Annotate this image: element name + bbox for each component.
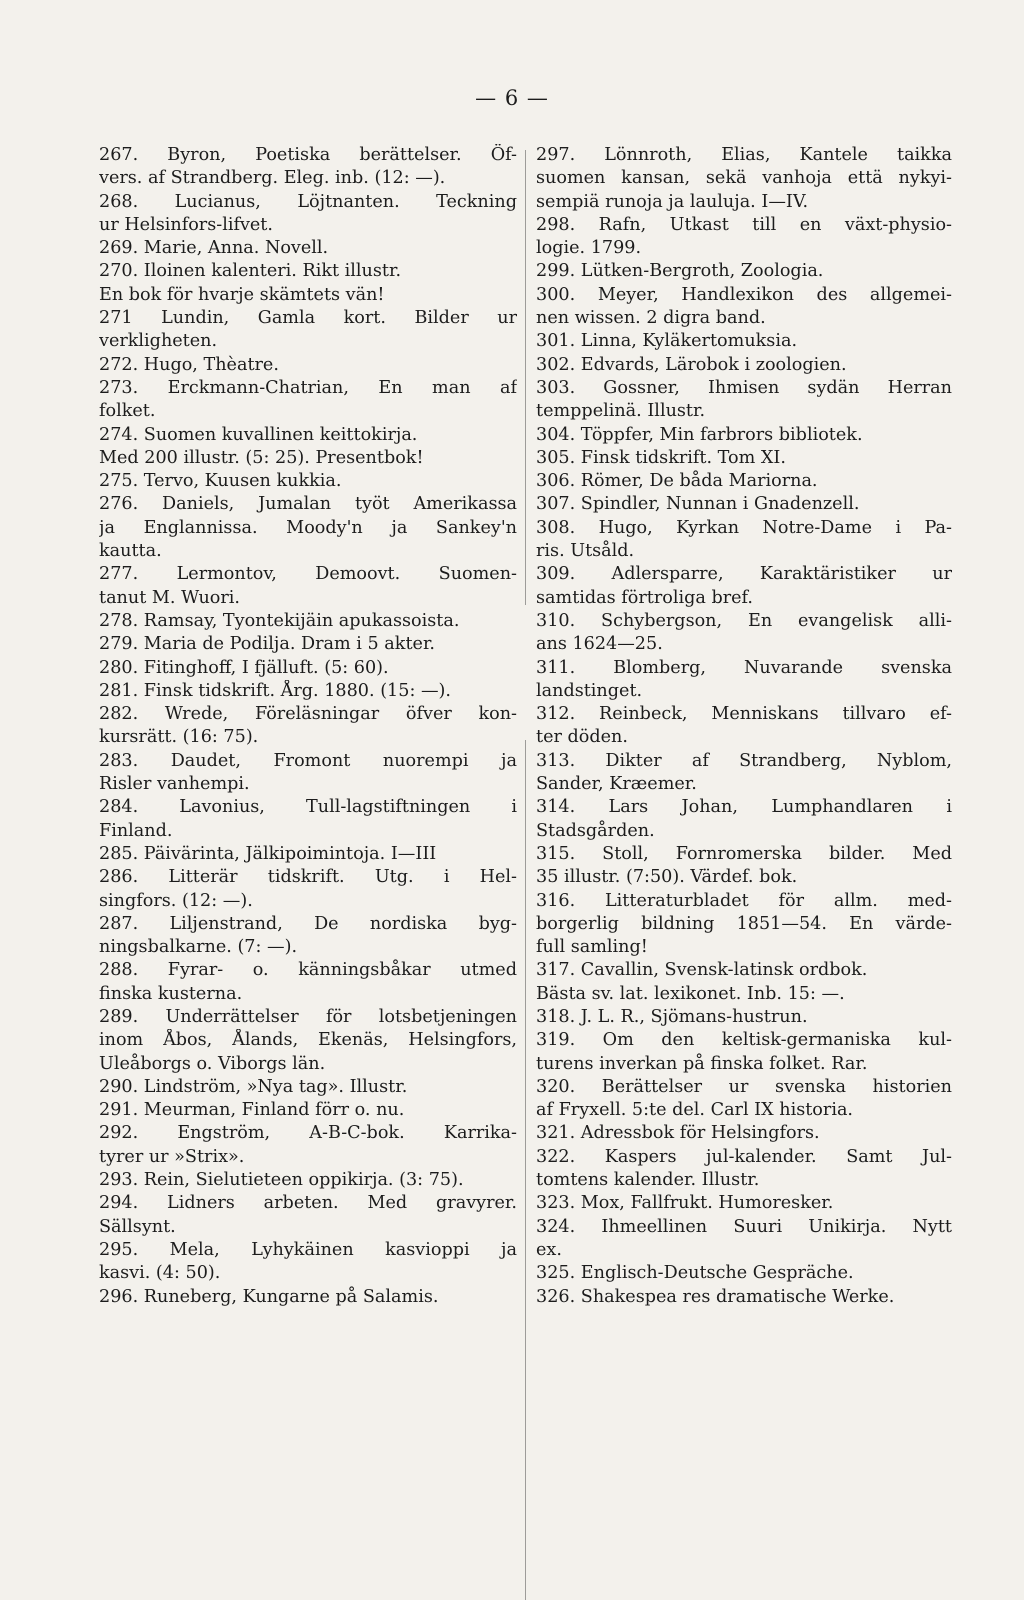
- catalog-line: 35 illustr. (7:50). Värdef. bok.: [536, 867, 798, 888]
- catalog-line: 280. Fitinghoff, I fjälluft. (5: 60).: [99, 657, 389, 678]
- catalog-line: 303. Gossner, Ihmisen sydän Herran: [536, 377, 952, 398]
- catalog-line: 279. Maria de Podilja. Dram i 5 akter.: [99, 634, 436, 655]
- catalog-line: 316. Litteraturbladet för allm. med-: [536, 890, 952, 911]
- catalog-line: 322. Kaspers jul-kalender. Samt Jul-: [536, 1146, 952, 1167]
- catalog-line: 276. Daniels, Jumalan työt Amerikassa: [99, 494, 517, 515]
- catalog-line: sempiä runoja ja lauluja. I—IV.: [536, 191, 809, 212]
- catalog-line: finska kusterna.: [99, 983, 243, 1004]
- catalog-line: 302. Edvards, Lärobok i zoologien.: [536, 354, 847, 375]
- catalog-line: folket.: [99, 401, 156, 422]
- catalog-line: suomen kansan, sekä vanhoja että nykyi-: [536, 168, 952, 189]
- catalog-line: ans 1624—25.: [536, 634, 663, 655]
- column-divider-lower: [525, 740, 526, 1600]
- catalog-line: 273. Erckmann-Chatrian, En man af: [99, 377, 517, 398]
- catalog-line: kursrätt. (16: 75).: [99, 727, 259, 748]
- catalog-line: ja Englannissa. Moody'n ja Sankey'n: [99, 517, 517, 538]
- catalog-line: turens inverkan på finska folket. Rar.: [536, 1053, 868, 1074]
- catalog-line: 275. Tervo, Kuusen kukkia.: [99, 471, 342, 492]
- catalog-line: ris. Utsåld.: [536, 541, 635, 562]
- catalog-line: 304. Töppfer, Min farbrors bibliotek.: [536, 424, 863, 445]
- catalog-line: Sander, Kræemer.: [536, 774, 697, 795]
- catalog-line: 278. Ramsay, Tyontekijäin apukassoista.: [99, 610, 460, 631]
- catalog-line: 293. Rein, Sielutieteen oppikirja. (3: 75).: [99, 1170, 464, 1191]
- catalog-line: tyrer ur »Strix».: [99, 1146, 245, 1167]
- catalog-line: 285. Päivärinta, Jälkipoimintoja. I—III: [99, 843, 437, 864]
- catalog-line: singfors. (12: —).: [99, 890, 253, 911]
- catalog-line: ningsbalkarne. (7: —).: [99, 937, 298, 958]
- right-column: [536, 144, 952, 1309]
- catalog-line: ter döden.: [536, 727, 628, 748]
- catalog-line: Uleåborgs o. Viborgs län.: [99, 1053, 326, 1074]
- catalog-line: verkligheten.: [99, 331, 218, 352]
- catalog-line: nen wissen. 2 digra band.: [536, 308, 766, 329]
- catalog-line: samtidas förtroliga bref.: [536, 587, 754, 608]
- catalog-line: 300. Meyer, Handlexikon des allgemei-: [536, 284, 952, 305]
- catalog-line: 315. Stoll, Fornromerska bilder. Med: [536, 843, 952, 864]
- column-divider: [525, 150, 526, 605]
- catalog-line: vers. af Strandberg. Eleg. inb. (12: —).: [99, 168, 446, 189]
- catalog-line: ur Helsinfors-lifvet.: [99, 214, 273, 235]
- catalog-line: Med 200 illustr. (5: 25). Presentbok!: [99, 447, 424, 468]
- catalog-line: 268. Lucianus, Löjtnanten. Teckning: [99, 191, 517, 212]
- catalog-line: 298. Rafn, Utkast till en växt-physio-: [536, 214, 952, 235]
- catalog-line: 324. Ihmeellinen Suuri Unikirja. Nytt: [536, 1216, 952, 1237]
- catalog-line: Sällsynt.: [99, 1216, 176, 1237]
- catalog-line: kautta.: [99, 541, 162, 562]
- catalog-line: 314. Lars Johan, Lumphandlaren i: [536, 797, 952, 818]
- catalog-line: 282. Wrede, Föreläsningar öfver kon-: [99, 704, 517, 725]
- page-number: — 6 —: [475, 86, 549, 110]
- catalog-line: 305. Finsk tidskrift. Tom XI.: [536, 447, 786, 468]
- catalog-line: 289. Underrättelser för lotsbetjeningen: [99, 1006, 517, 1027]
- catalog-line: 286. Litterär tidskrift. Utg. i Hel-: [99, 867, 517, 888]
- catalog-line: 325. Englisch-Deutsche Gespräche.: [536, 1263, 854, 1284]
- catalog-line: 313. Dikter af Strandberg, Nyblom,: [536, 750, 952, 771]
- catalog-line: Risler vanhempi.: [99, 774, 250, 795]
- catalog-line: 272. Hugo, Thèatre.: [99, 354, 279, 375]
- catalog-line: 310. Schybergson, En evangelisk alli-: [536, 610, 952, 631]
- catalog-line: 317. Cavallin, Svensk-latinsk ordbok.: [536, 960, 868, 981]
- catalog-line: tanut M. Wuori.: [99, 587, 241, 608]
- catalog-line: 309. Adlersparre, Karaktäristiker ur: [536, 564, 952, 585]
- catalog-line: Bästa sv. lat. lexikonet. Inb. 15: —.: [536, 983, 845, 1004]
- catalog-line: borgerlig bildning 1851—54. En värde-: [536, 913, 952, 934]
- catalog-line: 296. Runeberg, Kungarne på Salamis.: [99, 1286, 439, 1307]
- catalog-line: 283. Daudet, Fromont nuorempi ja: [99, 750, 517, 771]
- catalog-line: 319. Om den keltisk-germaniska kul-: [536, 1030, 952, 1051]
- catalog-line: Stadsgården.: [536, 820, 655, 841]
- catalog-line: 277. Lermontov, Demoovt. Suomen-: [99, 564, 517, 585]
- catalog-line: tomtens kalender. Illustr.: [536, 1170, 760, 1191]
- catalog-line: Finland.: [99, 820, 173, 841]
- catalog-line: 295. Mela, Lyhykäinen kasvioppi ja: [99, 1239, 517, 1260]
- catalog-line: 321. Adressbok för Helsingfors.: [536, 1123, 820, 1144]
- catalog-line: 306. Römer, De båda Mariorna.: [536, 471, 818, 492]
- catalog-line: 290. Lindström, »Nya tag». Illustr.: [99, 1076, 408, 1097]
- catalog-line: 269. Marie, Anna. Novell.: [99, 238, 329, 259]
- catalog-line: kasvi. (4: 50).: [99, 1263, 221, 1284]
- catalog-line: 281. Finsk tidskrift. Årg. 1880. (15: —).: [99, 680, 452, 701]
- catalog-line: ex.: [536, 1239, 562, 1260]
- catalog-line: 307. Spindler, Nunnan i Gnadenzell.: [536, 494, 860, 515]
- left-column: [99, 144, 517, 1309]
- catalog-line: 326. Shakespea res dramatische Werke.: [536, 1286, 895, 1307]
- catalog-line: 284. Lavonius, Tull-lagstiftningen i: [99, 797, 517, 818]
- catalog-line: logie. 1799.: [536, 238, 642, 259]
- catalog-line: 299. Lütken-Bergroth, Zoologia.: [536, 261, 824, 282]
- catalog-line: 323. Mox, Fallfrukt. Humoresker.: [536, 1193, 834, 1214]
- catalog-line: 292. Engström, A-B-C-bok. Karrika-: [99, 1123, 517, 1144]
- catalog-line: inom Åbos, Ålands, Ekenäs, Helsingfors,: [99, 1030, 517, 1051]
- catalog-line: 267. Byron, Poetiska berättelser. Öf-: [99, 145, 517, 165]
- catalog-line: full samling!: [536, 937, 648, 958]
- catalog-line: 312. Reinbeck, Menniskans tillvaro ef-: [536, 704, 952, 725]
- catalog-line: 288. Fyrar- o. känningsbåkar utmed: [99, 960, 517, 981]
- catalog-line: En bok för hvarje skämtets vän!: [99, 284, 385, 305]
- catalog-line: temppelinä. Illustr.: [536, 401, 706, 422]
- catalog-line: 311. Blomberg, Nuvarande svenska: [536, 657, 952, 678]
- catalog-line: 291. Meurman, Finland förr o. nu.: [99, 1100, 405, 1121]
- catalog-line: 294. Lidners arbeten. Med gravyrer.: [99, 1193, 517, 1214]
- catalog-line: 308. Hugo, Kyrkan Notre-Dame i Pa-: [536, 517, 952, 538]
- catalog-line: landstinget.: [536, 680, 643, 701]
- catalog-line: 297. Lönnroth, Elias, Kantele taikka: [536, 145, 952, 165]
- catalog-line: 320. Berättelser ur svenska historien: [536, 1076, 952, 1097]
- catalog-line: 301. Linna, Kyläkertomuksia.: [536, 331, 798, 352]
- catalog-line: 287. Liljenstrand, De nordiska byg-: [99, 913, 517, 934]
- catalog-line: af Fryxell. 5:te del. Carl IX historia.: [536, 1100, 854, 1121]
- catalog-line: 270. Iloinen kalenteri. Rikt illustr.: [99, 261, 402, 282]
- catalog-line: 318. J. L. R., Sjömans-hustrun.: [536, 1006, 808, 1027]
- catalog-line: 271 Lundin, Gamla kort. Bilder ur: [99, 308, 517, 329]
- catalog-line: 274. Suomen kuvallinen keittokirja.: [99, 424, 418, 445]
